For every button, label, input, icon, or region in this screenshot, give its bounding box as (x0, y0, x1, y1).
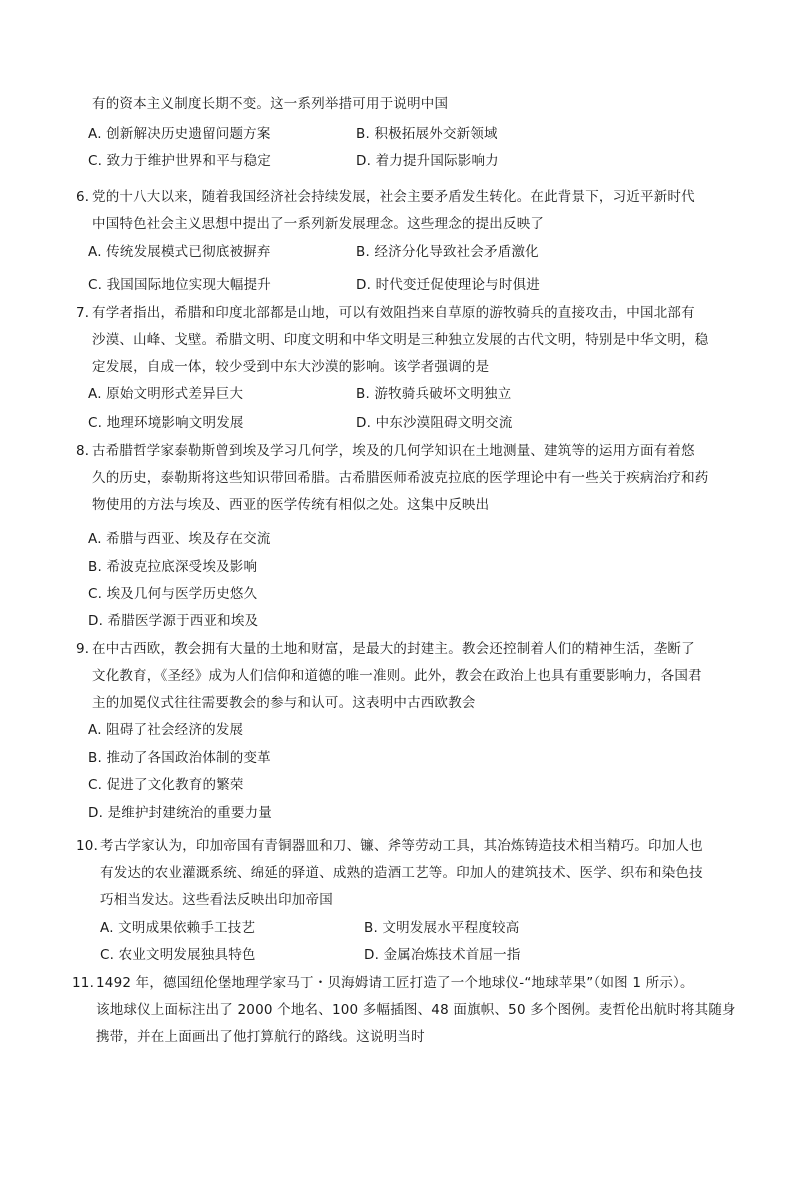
q9-number: 9． (76, 641, 99, 657)
q11-stem-line-1: 1492 年，德国纽伦堡地理学家马丁・贝海姆请工匠打造了一个地球仪-“地球苹果”（如图 1 所示）。 (96, 975, 694, 991)
q11-number: 11. (72, 975, 95, 991)
q11-stem-line-2: 该地球仪上面标注出了 2000 个地名、100 多幅插图、48 面旗帜、50 多个图例。麦哲伦出航时将其随身 (96, 1002, 736, 1018)
q9-option-b[interactable]: B. 推动了各国政治体制的变革 (88, 750, 271, 766)
q9-stem-line-2: 文化教育，《圣经》成为人们信仰和道德的唯一准则。此外，教会在政治上也具有重要影响力，各国君 (92, 668, 702, 684)
q5-option-c[interactable]: C. 致力于维护世界和平与稳定 (88, 153, 272, 169)
q6-option-c[interactable]: C. 我国国际地位实现大幅提升 (88, 277, 272, 293)
q6-option-d[interactable]: D. 时代变迁促使理论与时俱进 (356, 277, 540, 293)
q10-stem-line-2: 有发达的农业灌溉系统、绵延的驿道、成熟的造酒工艺等。印加人的建筑技术、医学、织布和染色技 (100, 865, 703, 881)
q9-option-c[interactable]: C. 促进了文化教育的繁荣 (88, 777, 244, 793)
q6-number: 6． (76, 189, 99, 205)
q5-option-d[interactable]: D. 着力提升国际影响力 (356, 153, 499, 169)
q7-option-d[interactable]: D. 中东沙漠阻碍文明交流 (356, 415, 513, 431)
q7-stem-line-1: 有学者指出，希腊和印度北部都是山地，可以有效阻挡来自草原的游牧骑兵的直接攻击，中国北部有 (92, 305, 695, 321)
q8-option-c[interactable]: C. 埃及几何与医学历史悠久 (88, 586, 258, 602)
q7-option-a[interactable]: A. 原始文明形式差异巨大 (88, 386, 244, 402)
q8-stem-line-1: 古希腊哲学家泰勒斯曾到埃及学习几何学，埃及的几何学知识在土地测量、建筑等的运用方面有着悠 (92, 443, 695, 459)
q8-number: 8． (76, 443, 99, 459)
q9-stem-line-1: 在中古西欧，教会拥有大量的土地和财富，是最大的封建主。教会还控制着人们的精神生活，垄断了 (92, 641, 695, 657)
q9-option-d[interactable]: D. 是维护封建统治的重要力量 (88, 805, 272, 821)
q7-option-c[interactable]: C. 地理环境影响文明发展 (88, 415, 244, 431)
q9-stem-line-3: 主的加冕仪式往往需要教会的参与和认可。这表明中古西欧教会 (92, 695, 476, 711)
q6-option-b[interactable]: B. 经济分化导致社会矛盾激化 (356, 244, 539, 260)
q10-option-c[interactable]: C. 农业文明发展独具特色 (100, 947, 256, 963)
q8-option-d[interactable]: D. 希腊医学源于西亚和埃及 (88, 613, 259, 629)
q8-option-a[interactable]: A. 希腊与西亚、埃及存在交流 (88, 531, 271, 547)
q7-stem-line-2: 沙漠、山峰、戈壁。希腊文明、印度文明和中华文明是三种独立发展的古代文明，特别是中华文明，稳 (92, 332, 709, 348)
q6-option-a[interactable]: A. 传统发展模式已彻底被摒弃 (88, 244, 271, 260)
q5-option-b[interactable]: B. 积极拓展外交新领域 (356, 126, 498, 142)
q8-stem-line-3: 物使用的方法与埃及、西亚的医学传统有相似之处。这集中反映出 (92, 497, 490, 513)
q10-option-a[interactable]: A. 文明成果依赖手工技艺 (100, 920, 256, 936)
q7-option-b[interactable]: B. 游牧骑兵破坏文明独立 (356, 386, 512, 402)
q11-stem-line-3: 携带，并在上面画出了他打算航行的路线。这说明当时 (96, 1029, 425, 1045)
q7-number: 7． (76, 305, 99, 321)
q10-stem-line-3: 巧相当发达。这些看法反映出印加帝国 (100, 892, 333, 908)
q8-option-b[interactable]: B. 希波克拉底深受埃及影响 (88, 559, 258, 575)
q5-option-a[interactable]: A. 创新解决历史遗留问题方案 (88, 126, 271, 142)
q7-stem-line-3: 定发展，自成一体，较少受到中东大沙漠的影响。该学者强调的是 (92, 359, 490, 375)
q6-stem-line-1: 党的十八大以来，随着我国经济社会持续发展，社会主要矛盾发生转化。在此背景下，习近平新时代 (92, 189, 695, 205)
q5-stem-tail: 有的资本主义制度长期不变。这一系列举措可用于说明中国 (92, 96, 449, 112)
q6-stem-line-2: 中国特色社会主义思想中提出了一系列新发展理念。这些理念的提出反映了 (92, 216, 545, 232)
q10-option-b[interactable]: B. 文明发展水平程度较高 (364, 920, 520, 936)
q10-number: 10． (76, 838, 108, 854)
q10-option-d[interactable]: D. 金属冶炼技术首屈一指 (364, 947, 521, 963)
q8-stem-line-2: 久的历史，泰勒斯将这些知识带回希腊。古希腊医师希波克拉底的医学理论中有一些关于疾病治疗和药 (92, 470, 709, 486)
q9-option-a[interactable]: A. 阻碍了社会经济的发展 (88, 722, 244, 738)
q10-stem-line-1: 考古学家认为，印加帝国有青铜器皿和刀、镰、斧等劳动工具，其冶炼铸造技术相当精巧。印加人也 (100, 838, 703, 854)
